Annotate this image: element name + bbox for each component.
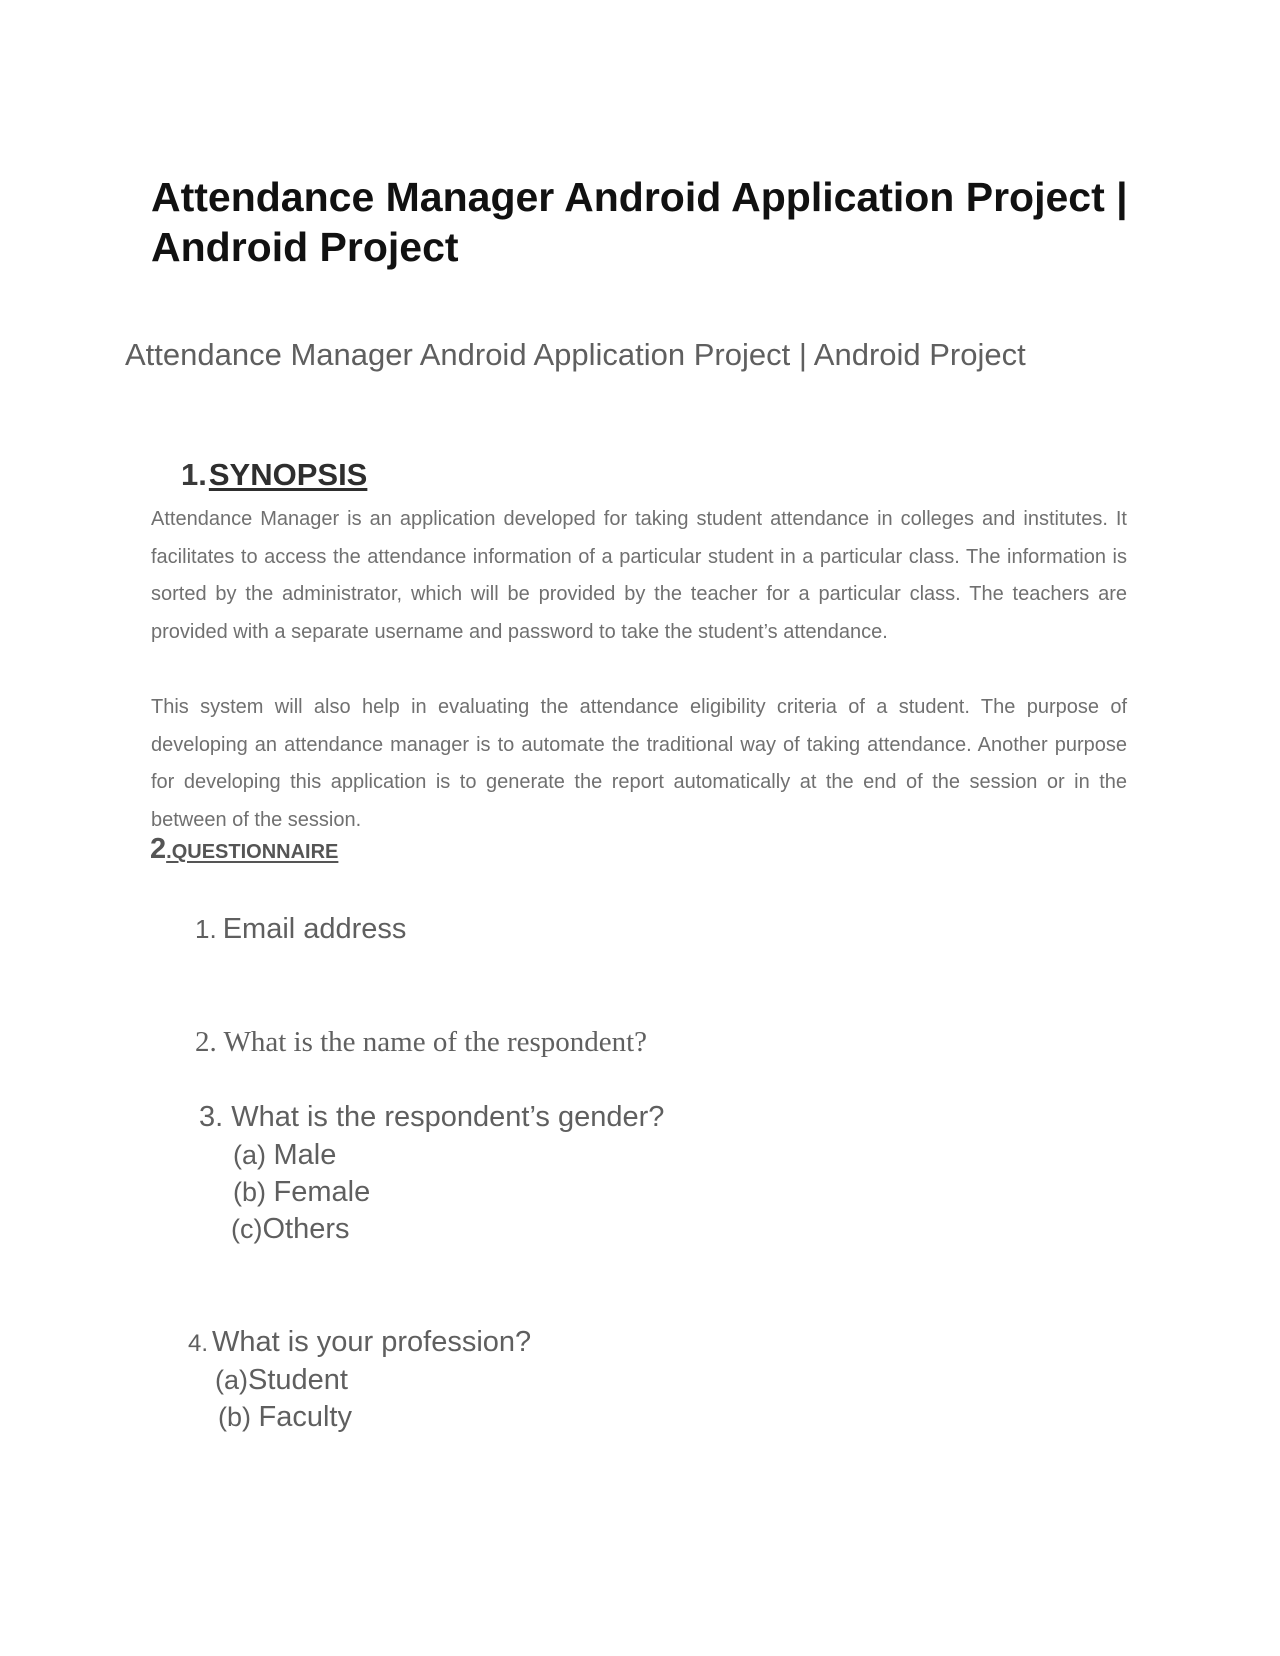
option-label: Faculty — [258, 1401, 352, 1433]
document-title: Attendance Manager Android Application Project | Android Project — [151, 174, 1128, 270]
question-3-option-a — [233, 1137, 336, 1173]
question-4-number: 4. — [188, 1330, 209, 1357]
synopsis-number: 1. — [181, 457, 207, 492]
question-3-number: 3. — [199, 1101, 232, 1133]
option-key: (b) — [218, 1402, 259, 1432]
question-2 — [195, 1024, 647, 1060]
synopsis-paragraph-2: This system will also help in evaluating the attendance eligibility criteria of a student. The purpose of developing an attendance manager is to automate the traditional way of taking attendance. Another purpose for developing this application is to generate the report automatically at the end of the session or in the between of the session. — [151, 696, 1127, 831]
synopsis-heading — [181, 455, 367, 495]
questionnaire-number: 2 — [150, 833, 167, 865]
option-key: (c) — [231, 1214, 263, 1244]
option-label: Others — [262, 1213, 350, 1245]
option-label: Female — [273, 1176, 371, 1208]
question-2-text: What is the name of the respondent? — [223, 1026, 648, 1058]
option-label: Male — [273, 1139, 337, 1171]
question-4 — [188, 1324, 531, 1362]
question-2-number: 2. — [195, 1026, 224, 1058]
option-label: Student — [248, 1364, 348, 1396]
option-key: (a) — [215, 1365, 248, 1395]
question-1-text: Email address — [222, 913, 407, 945]
option-key: (a) — [233, 1140, 274, 1170]
document-subtitle: Attendance Manager Android Application Project | Android Project — [125, 337, 1026, 372]
question-4-option-a — [215, 1362, 348, 1398]
question-3-option-b — [233, 1174, 370, 1210]
question-4-option-b — [218, 1399, 352, 1435]
question-3-text: What is the respondent’s gender? — [231, 1101, 665, 1133]
question-1-number: 1. — [195, 914, 217, 944]
questionnaire-heading — [150, 832, 338, 871]
synopsis-paragraph-1: Attendance Manager is an application developed for taking student attendance in colleges and institutes. It facilitates to access the attendance information of a particular student in a particular class. The information is sorted by the administrator, which will be provided by the teacher for a particular class. The teachers are provided with a separate username and password to take the student’s attendance. — [151, 508, 1127, 643]
question-3 — [199, 1099, 664, 1135]
synopsis-label: SYNOPSIS — [208, 457, 368, 492]
questionnaire-label: .QUESTIONNAIRE — [166, 841, 339, 863]
option-key: (b) — [233, 1177, 274, 1207]
question-1 — [195, 911, 406, 947]
question-4-text: What is your profession? — [212, 1326, 532, 1358]
question-3-option-c — [231, 1211, 350, 1247]
